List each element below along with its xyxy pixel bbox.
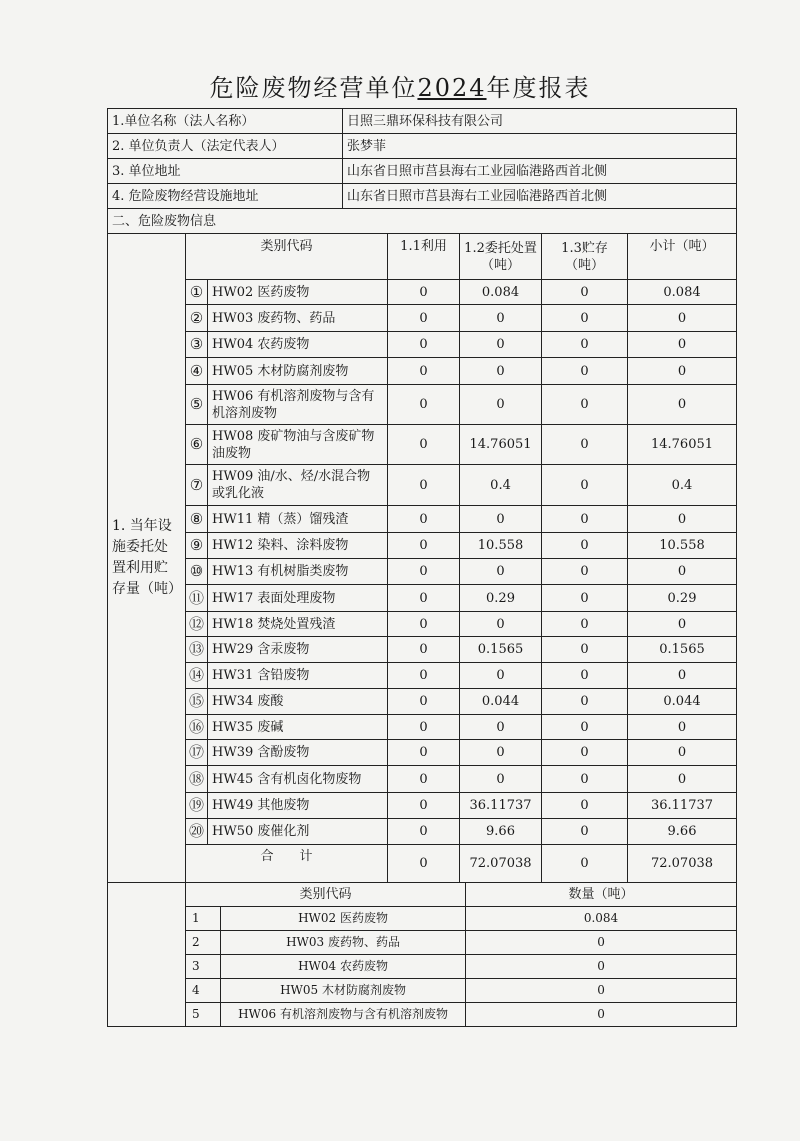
row-code: HW34 废酸 (208, 689, 388, 715)
row-store: 0 (542, 506, 628, 533)
header-code: 类别代码 (186, 234, 388, 280)
row-subtotal: 0.1565 (628, 637, 737, 663)
table-row (108, 506, 737, 533)
table-row (108, 585, 737, 612)
row-entrust: 0.29 (460, 585, 542, 612)
row-subtotal: 0.29 (628, 585, 737, 612)
row-number: ⑤ (186, 385, 208, 425)
row-store: 0 (542, 533, 628, 559)
row-use: 0 (388, 793, 460, 819)
sub-header-qty: 数量（吨） (466, 883, 737, 907)
info-row (108, 159, 737, 184)
table-row (108, 332, 737, 358)
table-row (108, 533, 737, 559)
table-row (108, 689, 737, 715)
category-summary-table (107, 882, 737, 1027)
summary-qty: 0 (466, 1003, 737, 1027)
row-code: HW05 木材防腐剂废物 (208, 358, 388, 385)
row-number: ⑫ (186, 612, 208, 637)
row-use: 0 (388, 819, 460, 845)
summary-index: 4 (186, 979, 221, 1003)
row-number: ⑱ (186, 766, 208, 793)
row-entrust: 0 (460, 506, 542, 533)
row-subtotal: 0 (628, 663, 737, 689)
summary-qty: 0 (466, 931, 737, 955)
row-code: HW29 含汞废物 (208, 637, 388, 663)
row-code: HW12 染料、涂料废物 (208, 533, 388, 559)
row-number: ⑧ (186, 506, 208, 533)
summary-row (108, 907, 737, 931)
row-store: 0 (542, 559, 628, 585)
total-use: 0 (388, 845, 460, 883)
row-store: 0 (542, 740, 628, 766)
summary-row (108, 979, 737, 1003)
row-store: 0 (542, 637, 628, 663)
row-entrust: 0 (460, 740, 542, 766)
row-number: ⑩ (186, 559, 208, 585)
row-subtotal: 14.76051 (628, 425, 737, 465)
row-entrust: 14.76051 (460, 425, 542, 465)
row-code: HW50 废催化剂 (208, 819, 388, 845)
summary-index: 3 (186, 955, 221, 979)
row-entrust: 0 (460, 305, 542, 332)
row-use: 0 (388, 305, 460, 332)
row-entrust: 0.1565 (460, 637, 542, 663)
sub-header-code: 类别代码 (186, 883, 466, 907)
row-number: ② (186, 305, 208, 332)
summary-index: 5 (186, 1003, 221, 1027)
row-subtotal: 10.558 (628, 533, 737, 559)
row-subtotal: 0 (628, 559, 737, 585)
row-number: ④ (186, 358, 208, 385)
row-use: 0 (388, 663, 460, 689)
row-subtotal: 0 (628, 612, 737, 637)
info-row (108, 184, 737, 209)
side-label: 1. 当年设施委托处置利用贮存量（吨） (108, 234, 186, 883)
report-sheet (107, 108, 737, 1027)
row-use: 0 (388, 559, 460, 585)
header-store: 1.3贮存（吨） (542, 234, 628, 280)
row-number: ⑬ (186, 637, 208, 663)
row-code: HW06 有机溶剂废物与含有机溶剂废物 (208, 385, 388, 425)
table-row (108, 465, 737, 506)
row-code: HW39 含酚废物 (208, 740, 388, 766)
row-number: ⑪ (186, 585, 208, 612)
row-store: 0 (542, 715, 628, 740)
row-number: ⑳ (186, 819, 208, 845)
row-entrust: 0.4 (460, 465, 542, 506)
row-number: ③ (186, 332, 208, 358)
table-row (108, 766, 737, 793)
row-number: ⑯ (186, 715, 208, 740)
summary-qty: 0.084 (466, 907, 737, 931)
table-row (108, 305, 737, 332)
summary-row (108, 955, 737, 979)
row-use: 0 (388, 585, 460, 612)
row-subtotal: 0 (628, 740, 737, 766)
table-row (108, 819, 737, 845)
row-entrust: 0 (460, 385, 542, 425)
row-store: 0 (542, 585, 628, 612)
row-entrust: 0 (460, 358, 542, 385)
row-entrust: 9.66 (460, 819, 542, 845)
row-store: 0 (542, 819, 628, 845)
row-store: 0 (542, 465, 628, 506)
row-store: 0 (542, 689, 628, 715)
row-number: ⑦ (186, 465, 208, 506)
row-number: ⑰ (186, 740, 208, 766)
summary-code: HW06 有机溶剂废物与含有机溶剂废物 (221, 1003, 466, 1027)
row-entrust: 0 (460, 663, 542, 689)
row-entrust: 0 (460, 559, 542, 585)
table-row (108, 425, 737, 465)
table-row (108, 663, 737, 689)
summary-code: HW05 木材防腐剂废物 (221, 979, 466, 1003)
row-store: 0 (542, 425, 628, 465)
row-entrust: 0 (460, 715, 542, 740)
row-subtotal: 0 (628, 305, 737, 332)
row-use: 0 (388, 465, 460, 506)
row-code: HW18 焚烧处置残渣 (208, 612, 388, 637)
summary-index: 2 (186, 931, 221, 955)
row-number: ⑭ (186, 663, 208, 689)
row-use: 0 (388, 332, 460, 358)
row-subtotal: 0.044 (628, 689, 737, 715)
info-value: 张梦菲 (343, 134, 737, 159)
row-use: 0 (388, 612, 460, 637)
summary-code: HW04 农药废物 (221, 955, 466, 979)
info-label: 3. 单位地址 (108, 159, 343, 184)
summary-qty: 0 (466, 955, 737, 979)
table-row (108, 612, 737, 637)
row-number: ⑮ (186, 689, 208, 715)
row-code: HW45 含有机卤化物废物 (208, 766, 388, 793)
row-use: 0 (388, 715, 460, 740)
section-heading: 二、危险废物信息 (108, 209, 737, 234)
row-subtotal: 0 (628, 506, 737, 533)
table-row (108, 385, 737, 425)
row-subtotal: 0 (628, 385, 737, 425)
row-subtotal: 0 (628, 715, 737, 740)
row-subtotal: 0 (628, 358, 737, 385)
row-number: ⑨ (186, 533, 208, 559)
info-value: 日照三鼎环保科技有限公司 (343, 109, 737, 134)
page-title: 危险废物经营单位2024年度报表 (209, 74, 591, 102)
row-code: HW03 废药物、药品 (208, 305, 388, 332)
row-store: 0 (542, 332, 628, 358)
row-use: 0 (388, 533, 460, 559)
summary-index: 1 (186, 907, 221, 931)
row-use: 0 (388, 425, 460, 465)
total-label: 合 计 (186, 845, 388, 883)
total-subtotal: 72.07038 (628, 845, 737, 883)
row-code: HW08 废矿物油与含废矿物油废物 (208, 425, 388, 465)
row-store: 0 (542, 305, 628, 332)
row-use: 0 (388, 740, 460, 766)
header-subtotal: 小计（吨） (628, 234, 737, 280)
row-subtotal: 9.66 (628, 819, 737, 845)
row-use: 0 (388, 506, 460, 533)
info-label: 2. 单位负责人（法定代表人） (108, 134, 343, 159)
row-use: 0 (388, 385, 460, 425)
row-number: ① (186, 280, 208, 305)
blank-cell (108, 883, 186, 1027)
info-value: 山东省日照市莒县海右工业园临港路西首北侧 (343, 159, 737, 184)
row-code: HW35 废碱 (208, 715, 388, 740)
info-label: 1.单位名称（法人名称） (108, 109, 343, 134)
info-label: 4. 危险废物经营设施地址 (108, 184, 343, 209)
row-number: ⑲ (186, 793, 208, 819)
header-entrust: 1.2委托处置（吨） (460, 234, 542, 280)
table-row (108, 637, 737, 663)
row-use: 0 (388, 358, 460, 385)
total-store: 0 (542, 845, 628, 883)
row-code: HW02 医药废物 (208, 280, 388, 305)
total-entrust: 72.07038 (460, 845, 542, 883)
row-use: 0 (388, 280, 460, 305)
table-row (108, 715, 737, 740)
row-subtotal: 0.4 (628, 465, 737, 506)
row-store: 0 (542, 280, 628, 305)
row-store: 0 (542, 766, 628, 793)
row-use: 0 (388, 766, 460, 793)
row-entrust: 36.11737 (460, 793, 542, 819)
row-entrust: 10.558 (460, 533, 542, 559)
row-store: 0 (542, 612, 628, 637)
table-row (108, 793, 737, 819)
total-row (108, 845, 737, 883)
row-store: 0 (542, 358, 628, 385)
row-entrust: 0 (460, 332, 542, 358)
row-code: HW13 有机树脂类废物 (208, 559, 388, 585)
row-use: 0 (388, 637, 460, 663)
row-entrust: 0.084 (460, 280, 542, 305)
row-use: 0 (388, 689, 460, 715)
waste-table (107, 233, 737, 883)
row-subtotal: 36.11737 (628, 793, 737, 819)
row-store: 0 (542, 385, 628, 425)
summary-qty: 0 (466, 979, 737, 1003)
row-code: HW09 油/水、烃/水混合物或乳化液 (208, 465, 388, 506)
info-row (108, 134, 737, 159)
row-code: HW17 表面处理废物 (208, 585, 388, 612)
row-entrust: 0.044 (460, 689, 542, 715)
info-row (108, 109, 737, 134)
unit-info-table (107, 108, 737, 234)
row-subtotal: 0 (628, 332, 737, 358)
row-store: 0 (542, 663, 628, 689)
row-subtotal: 0.084 (628, 280, 737, 305)
row-subtotal: 0 (628, 766, 737, 793)
row-number: ⑥ (186, 425, 208, 465)
summary-code: HW02 医药废物 (221, 907, 466, 931)
summary-row (108, 1003, 737, 1027)
table-row (108, 280, 737, 305)
summary-code: HW03 废药物、药品 (221, 931, 466, 955)
info-value: 山东省日照市莒县海右工业园临港路西首北侧 (343, 184, 737, 209)
row-store: 0 (542, 793, 628, 819)
row-code: HW31 含铅废物 (208, 663, 388, 689)
row-code: HW49 其他废物 (208, 793, 388, 819)
row-entrust: 0 (460, 766, 542, 793)
row-entrust: 0 (460, 612, 542, 637)
table-row (108, 740, 737, 766)
row-code: HW11 精（蒸）馏残渣 (208, 506, 388, 533)
summary-row (108, 931, 737, 955)
table-row (108, 358, 737, 385)
header-use: 1.1利用 (388, 234, 460, 280)
row-code: HW04 农药废物 (208, 332, 388, 358)
table-row (108, 559, 737, 585)
